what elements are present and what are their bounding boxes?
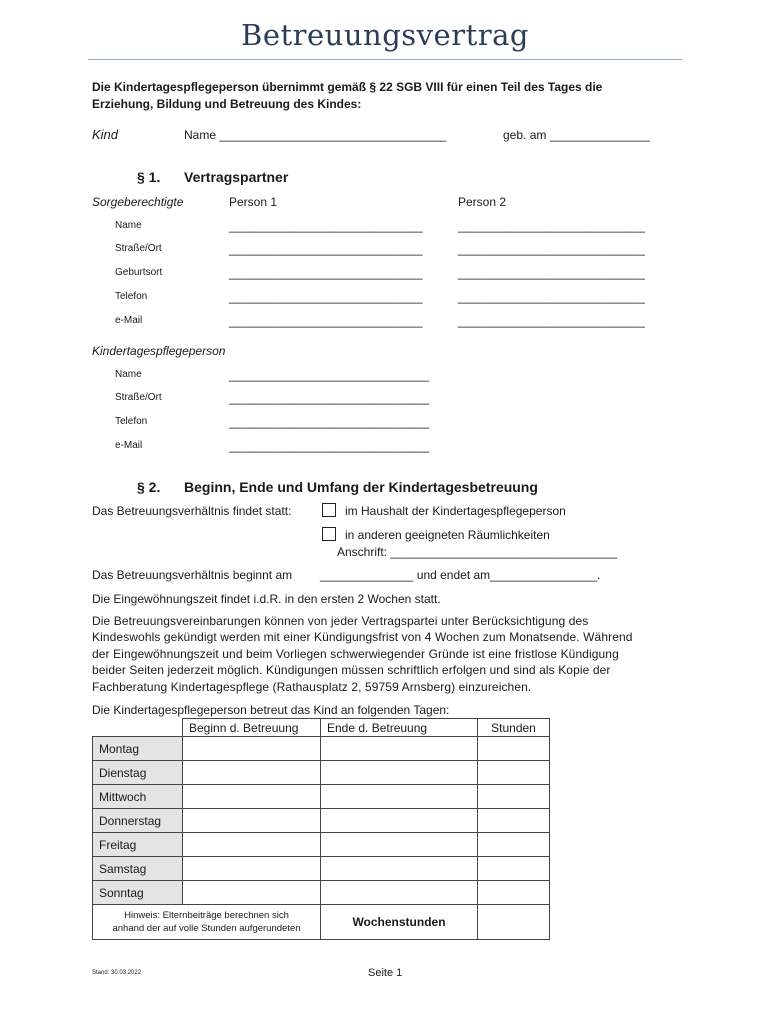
- ende-cell[interactable]: [321, 761, 478, 785]
- sorgeberechtigte-label: Sorgeberechtigte: [92, 195, 184, 209]
- day-label: Montag: [93, 737, 183, 761]
- person2-geburtsort-field[interactable]: ____________________________: [458, 266, 645, 280]
- stand-date: Stand: 30.03.2022: [92, 970, 142, 976]
- day-label: Mittwoch: [93, 785, 183, 809]
- eingewoehnung-text: Die Eingewöhnungszeit findet i.d.R. in den ersten 2 Wochen statt.: [92, 592, 441, 606]
- section-1-title: Vertragspartner: [184, 169, 289, 185]
- beginn-cell[interactable]: [183, 785, 321, 809]
- table-header-row: [93, 719, 550, 737]
- table-row: [93, 809, 550, 833]
- beginn-cell[interactable]: [183, 833, 321, 857]
- table-header-empty: [93, 719, 183, 737]
- stunden-cell[interactable]: [478, 785, 550, 809]
- kp-telefon-field[interactable]: ______________________________: [229, 415, 430, 429]
- option-raeumlichkeiten-label: in anderen geeigneten Räumlichkeiten: [345, 528, 550, 542]
- stunden-cell[interactable]: [478, 737, 550, 761]
- ende-cell[interactable]: [321, 809, 478, 833]
- beginn-cell[interactable]: [183, 761, 321, 785]
- anschrift-field[interactable]: Anschrift: __________________________________: [337, 545, 618, 559]
- intro-text: Die Kindertagespflegeperson übernimmt gemäß § 22 SGB VIII für einen Teil des Tages die Erziehung, Bildung und Betreuung des Kindes:: [92, 80, 603, 111]
- day-label: Freitag: [93, 833, 183, 857]
- day-label: Sonntag: [93, 881, 183, 905]
- ende-cell[interactable]: [321, 785, 478, 809]
- option-haushalt-checkbox[interactable]: [322, 503, 336, 517]
- section-1-number: § 1.: [137, 169, 161, 185]
- beginn-cell[interactable]: [183, 809, 321, 833]
- kindertagespflegeperson-label: Kindertagespflegeperson: [92, 344, 226, 358]
- kp-strasse-field[interactable]: ______________________________: [229, 391, 430, 405]
- hint-line-1: Hinweis: Elternbeiträge berechnen sich: [124, 910, 289, 921]
- document-title: Betreuungsvertrag: [241, 18, 529, 52]
- table-row: [93, 881, 550, 905]
- table-row: [93, 785, 550, 809]
- beginn-ende-field[interactable]: ______________ und endet am________________.: [320, 568, 601, 582]
- person2-email-field[interactable]: ____________________________: [458, 314, 645, 328]
- tage-intro: Die Kindertagespflegeperson betreut das Kind an folgenden Tagen:: [92, 703, 450, 717]
- ende-cell[interactable]: [321, 833, 478, 857]
- section-2-title: Beginn, Ende und Umfang der Kindertagesbetreuung: [184, 479, 538, 495]
- wochenstunden-label: Wochenstunden: [321, 905, 478, 940]
- beginn-cell[interactable]: [183, 881, 321, 905]
- field-label: Straße/Ort: [115, 392, 162, 403]
- beginn-cell[interactable]: [183, 857, 321, 881]
- wochenstunden-cell[interactable]: [478, 905, 550, 940]
- findet-statt-label: Das Betreuungsverhältnis findet statt:: [92, 504, 292, 518]
- stunden-cell[interactable]: [478, 881, 550, 905]
- stunden-cell[interactable]: [478, 833, 550, 857]
- section-2-number: § 2.: [137, 479, 161, 495]
- person1-name-field[interactable]: _____________________________: [229, 219, 423, 233]
- table-header-stunden: Stunden: [478, 719, 550, 737]
- title-divider: [88, 59, 682, 60]
- table-row: [93, 737, 550, 761]
- field-label: Telefon: [115, 416, 148, 427]
- option-raeumlichkeiten-checkbox[interactable]: [322, 527, 336, 541]
- stunden-cell[interactable]: [478, 761, 550, 785]
- kind-name-field[interactable]: Name __________________________________: [184, 128, 447, 142]
- option-haushalt-label: im Haushalt der Kindertagespflegeperson: [345, 504, 566, 518]
- hint-line-2: anhand der auf volle Stunden aufgerundeten: [112, 923, 301, 934]
- person1-header: Person 1: [229, 195, 278, 209]
- table-footer-row: [93, 905, 550, 940]
- ende-cell[interactable]: [321, 737, 478, 761]
- field-label: e-Mail: [115, 315, 143, 326]
- field-label: Geburtsort: [115, 267, 163, 278]
- field-label: Telefon: [115, 291, 148, 302]
- kind-geb-field[interactable]: geb. am _______________: [503, 128, 650, 142]
- page-number: Seite 1: [368, 967, 403, 979]
- field-label: Name: [115, 369, 142, 380]
- person1-telefon-field[interactable]: _____________________________: [229, 290, 423, 304]
- day-label: Dienstag: [93, 761, 183, 785]
- stunden-cell[interactable]: [478, 809, 550, 833]
- beginnt-label: Das Betreuungsverhältnis beginnt am: [92, 568, 293, 582]
- kind-label: Kind: [92, 127, 119, 142]
- kuendigung-paragraph: Die Betreuungsvereinbarungen können von jeder Vertragspartei unter Berücksichtigung des Kindeswohls gekündigt werden mit einer Kündigungsfrist von 4 Wochen zum Monatsende. Während der Eingewöhnungszeit und beim Vorliegen schwerwiegender Gründe ist eine fristlose Kündigung beider Seiten jederzeit möglich. Kündigungen müssen schriftlich erfolgen und sind als Kopie der Fachberatung Kindertagespflege (Rathausplatz 2, 59759 Arnsberg) einzureichen.: [92, 614, 633, 694]
- kp-name-field[interactable]: ______________________________: [229, 368, 430, 382]
- table-row: [93, 833, 550, 857]
- ende-cell[interactable]: [321, 881, 478, 905]
- person2-strasse-field[interactable]: ____________________________: [458, 242, 645, 256]
- table-header-ende: Ende d. Betreuung: [321, 719, 478, 737]
- person1-strasse-field[interactable]: _____________________________: [229, 242, 423, 256]
- person2-header: Person 2: [458, 195, 507, 209]
- day-label: Samstag: [93, 857, 183, 881]
- field-label: Name: [115, 220, 142, 231]
- day-label: Donnerstag: [93, 809, 183, 833]
- betreuungstage-table: [92, 718, 550, 940]
- field-label: Straße/Ort: [115, 243, 162, 254]
- kp-email-field[interactable]: ______________________________: [229, 439, 430, 453]
- ende-cell[interactable]: [321, 857, 478, 881]
- beginn-cell[interactable]: [183, 737, 321, 761]
- field-label: e-Mail: [115, 440, 143, 451]
- table-header-beginn: Beginn d. Betreuung: [183, 719, 321, 737]
- elternbeitraege-hint: [93, 905, 321, 940]
- table-row: [93, 761, 550, 785]
- person2-telefon-field[interactable]: ____________________________: [458, 290, 645, 304]
- person2-name-field[interactable]: ____________________________: [458, 219, 645, 233]
- stunden-cell[interactable]: [478, 857, 550, 881]
- person1-email-field[interactable]: _____________________________: [229, 314, 423, 328]
- person1-geburtsort-field[interactable]: _____________________________: [229, 266, 423, 280]
- table-row: [93, 857, 550, 881]
